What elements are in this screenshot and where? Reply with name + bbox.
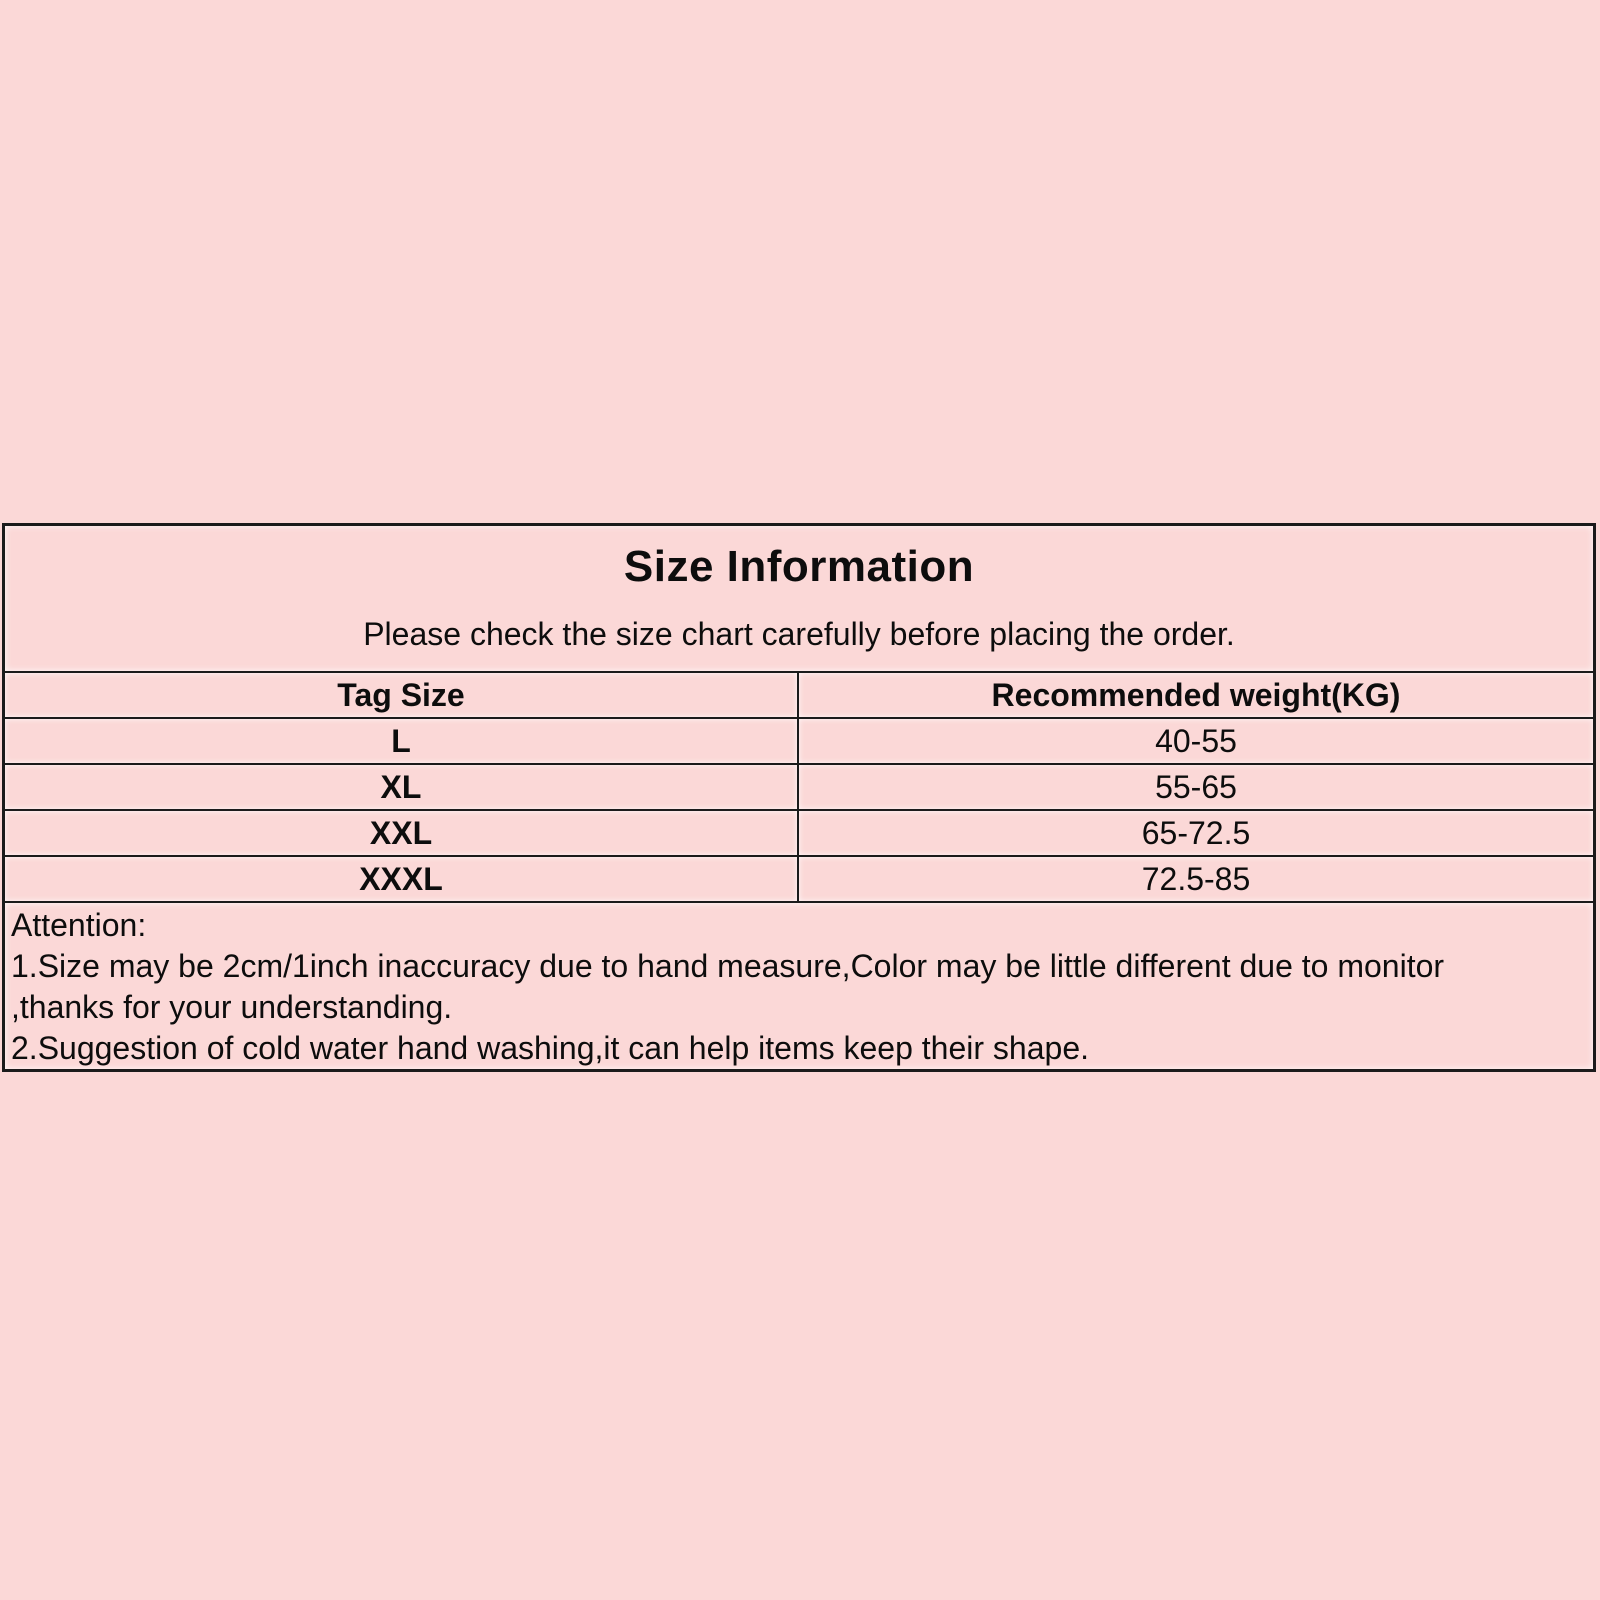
weight-value: 65-72.5 bbox=[799, 811, 1593, 855]
weight-value: 55-65 bbox=[799, 765, 1593, 809]
tag-size-value: XXXL bbox=[5, 857, 799, 901]
attention-heading: Attention: bbox=[11, 907, 147, 943]
size-info-panel bbox=[2, 523, 1596, 1072]
attention-note-line: 1.Size may be 2cm/1inch inaccuracy due to hand measure,Color may be little different due to monitor bbox=[11, 948, 1445, 984]
tag-size-value: XXL bbox=[5, 811, 799, 855]
table-row bbox=[5, 809, 1593, 855]
weight-value: 40-55 bbox=[799, 719, 1593, 763]
attention-note-line: ,thanks for your understanding. bbox=[11, 989, 453, 1025]
tag-size-value: XL bbox=[5, 765, 799, 809]
column-header-tag-size: Tag Size bbox=[5, 673, 799, 717]
attention-block bbox=[5, 901, 1593, 1069]
page-title: Size Information bbox=[623, 542, 975, 591]
tag-size-value: L bbox=[5, 719, 799, 763]
weight-value: 72.5-85 bbox=[799, 857, 1593, 901]
page-subtitle: Please check the size chart carefully before placing the order. bbox=[363, 616, 1235, 652]
table-header-row bbox=[5, 671, 1593, 717]
table-row bbox=[5, 855, 1593, 901]
attention-note-line: 2.Suggestion of cold water hand washing,it can help items keep their shape. bbox=[11, 1030, 1089, 1066]
table-row bbox=[5, 717, 1593, 763]
size-table bbox=[5, 671, 1593, 901]
table-row bbox=[5, 763, 1593, 809]
title-block bbox=[5, 526, 1593, 671]
column-header-recommended-weight: Recommended weight(KG) bbox=[799, 673, 1593, 717]
